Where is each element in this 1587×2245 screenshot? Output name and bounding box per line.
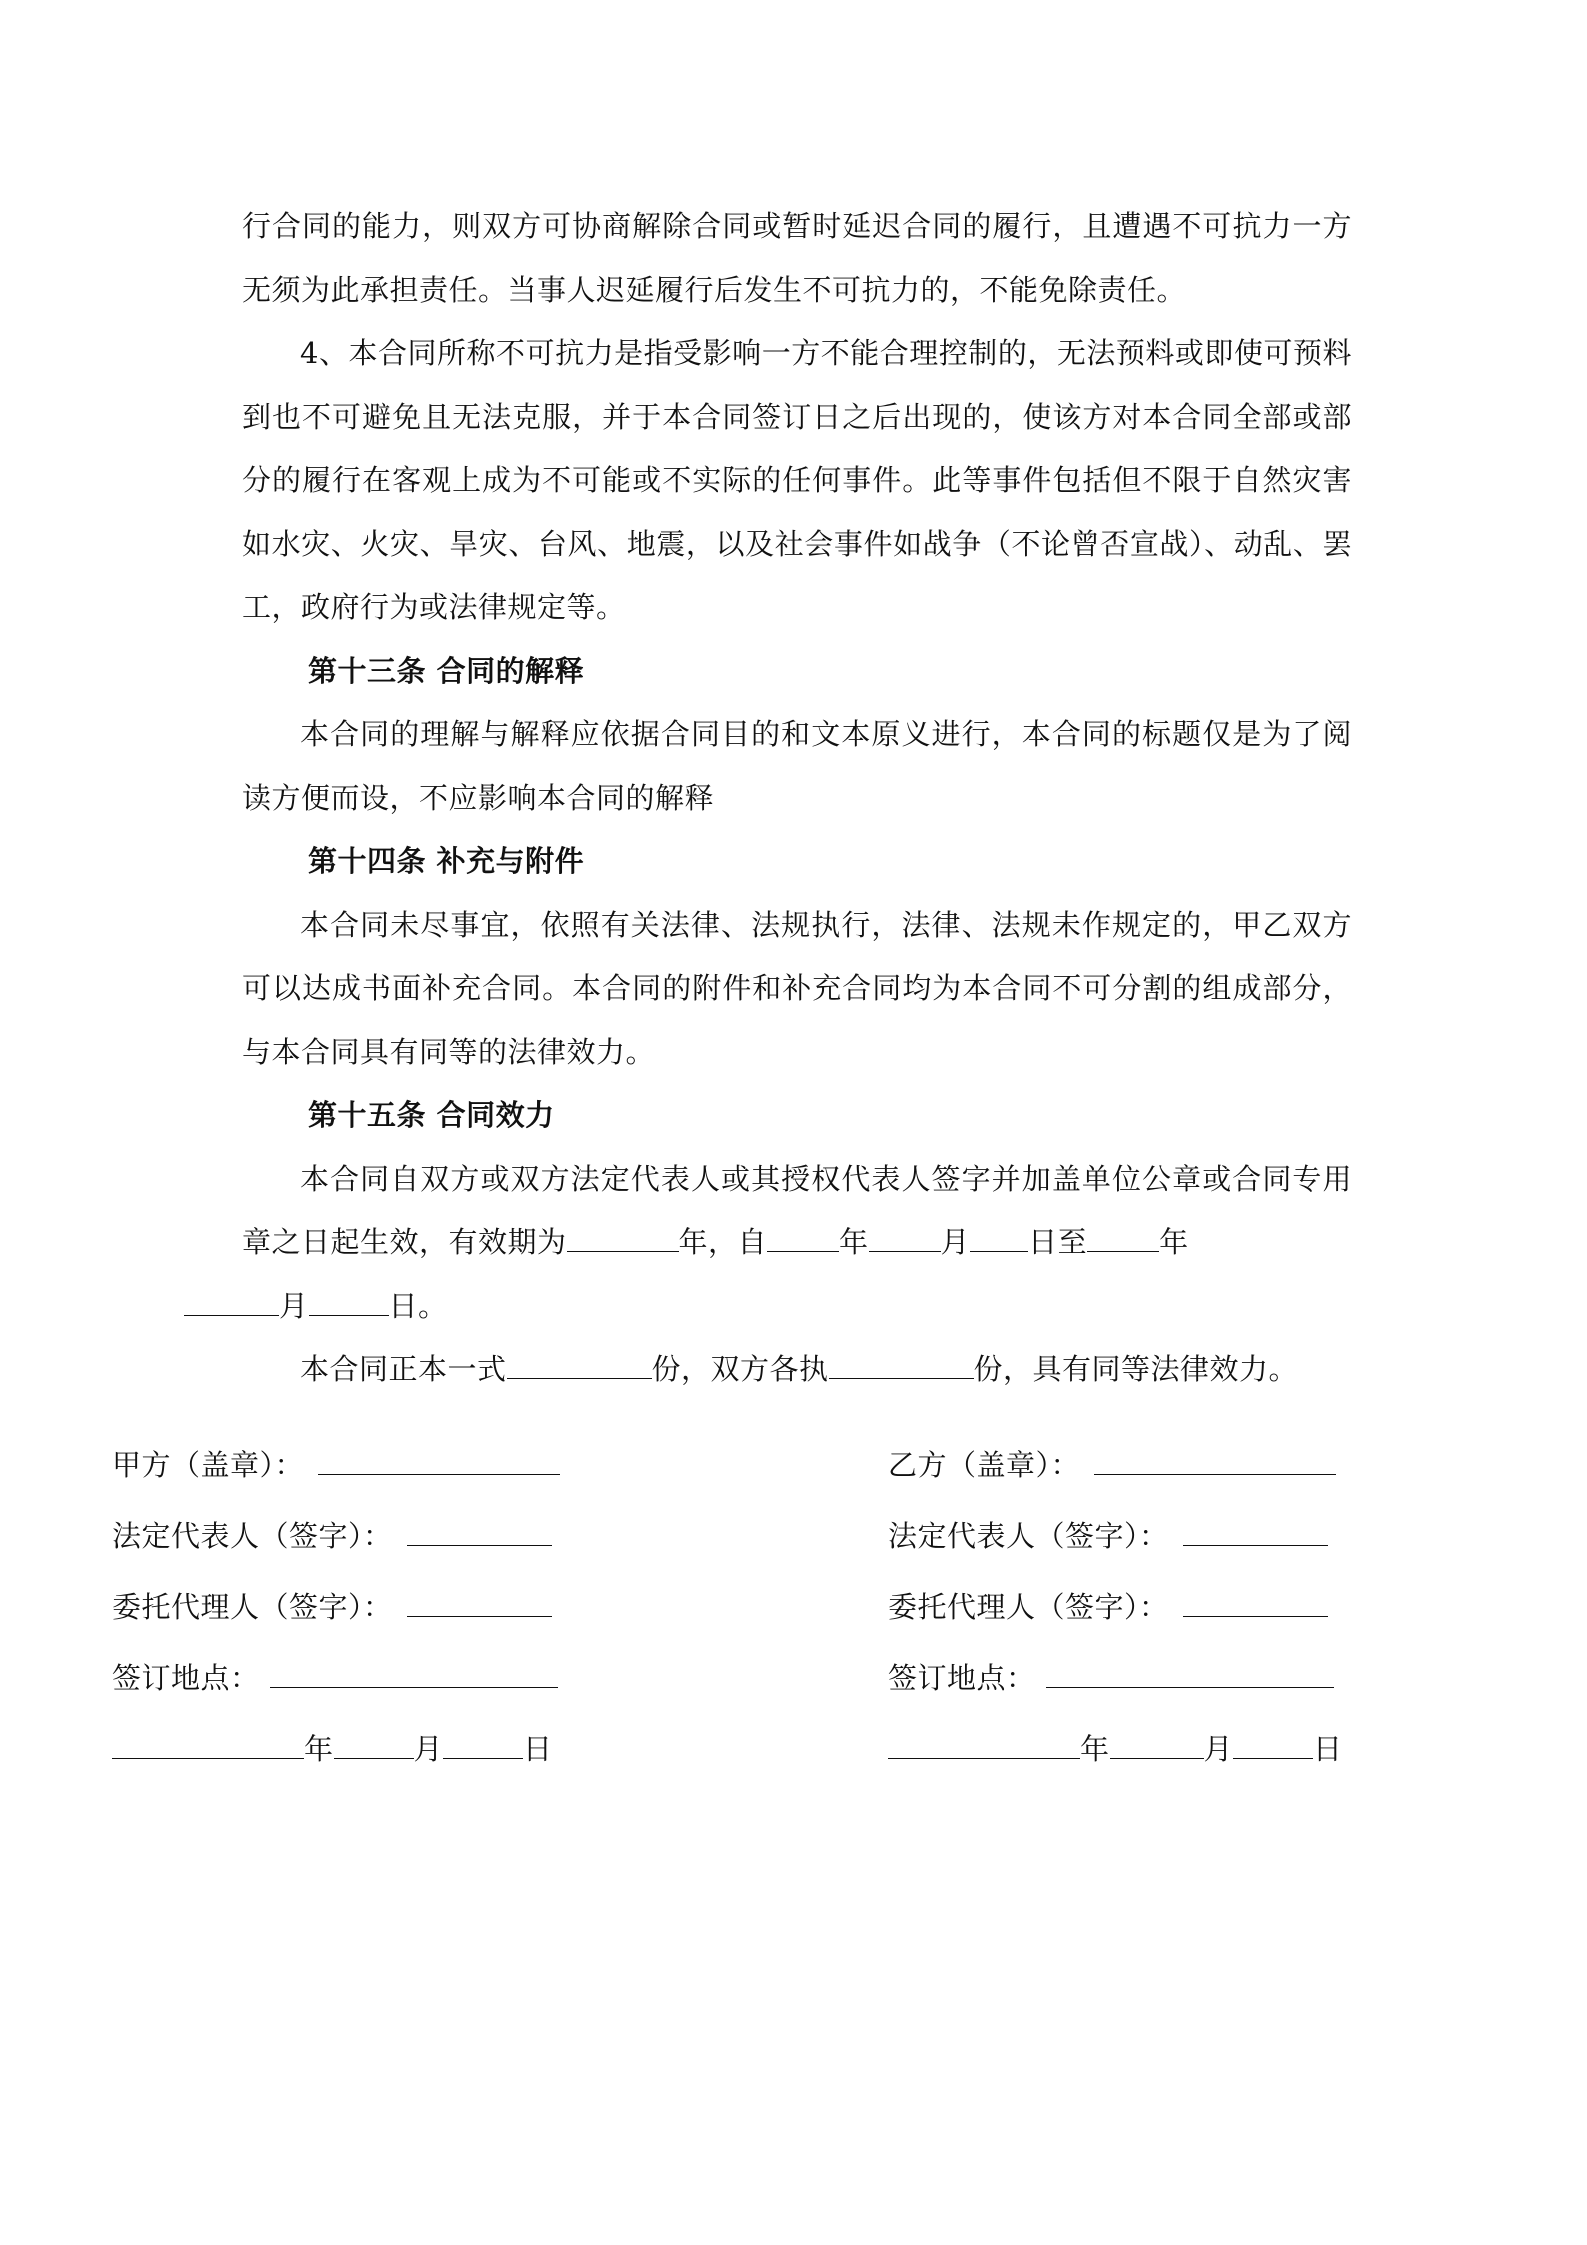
validity-text: 年 — [1159, 1225, 1189, 1259]
end-day-blank — [309, 1289, 389, 1316]
party-b-agent-label: 委托代理人（签字）： — [888, 1590, 1169, 1624]
validity-text: 月 — [940, 1225, 971, 1259]
paragraph-force-majeure-continued: 行合同的能力，则双方可协商解除合同或暂时延迟合同的履行，且遭遇不可抗力一方无须为此承担责任。当事人迟延履行后发生不可抗力的，不能免除责任。 — [242, 209, 1352, 307]
party-b-seal-row — [888, 1430, 1388, 1501]
validity-text: 日。 — [388, 1288, 448, 1323]
party-a-month-blank — [334, 1732, 414, 1759]
party-b-place-blank — [1046, 1661, 1334, 1688]
paragraph-article-13: 本合同的理解与解释应依据合同目的和文本原义进行，本合同的标题仅是为了阅读方便而设，不应影响本合同的解释 — [242, 717, 1352, 815]
party-b-rep-row — [888, 1501, 1388, 1572]
party-a-agent-label: 委托代理人（签字）： — [112, 1590, 393, 1624]
party-a-year-blank — [112, 1732, 304, 1759]
party-a-place-row — [112, 1643, 612, 1714]
party-b-rep-blank — [1183, 1519, 1328, 1546]
paragraph-article-15 — [242, 1148, 1352, 1339]
party-a-seal-row — [112, 1430, 612, 1501]
validity-text: 年 — [839, 1225, 869, 1259]
party-b-year-label: 年 — [1080, 1732, 1110, 1766]
party-b-place-row — [888, 1643, 1388, 1714]
validity-text: 年，自 — [678, 1225, 768, 1259]
party-b-agent-row — [888, 1572, 1388, 1643]
party-a-day-blank — [443, 1732, 523, 1759]
party-b-day-label: 日 — [1313, 1732, 1343, 1766]
party-b-rep-label: 法定代表人（签字）： — [888, 1519, 1169, 1553]
party-a-year-label: 年 — [304, 1732, 334, 1766]
party-b-date-row — [888, 1714, 1388, 1785]
copies-total-blank — [507, 1352, 652, 1379]
party-a-date-row — [112, 1714, 612, 1785]
party-b-seal-blank — [1094, 1448, 1336, 1475]
copies-text: 份，双方各执 — [651, 1352, 829, 1386]
party-b-day-blank — [1233, 1732, 1313, 1759]
party-a-day-label: 日 — [523, 1732, 553, 1766]
party-b-seal-label: 乙方（盖章）： — [888, 1448, 1081, 1482]
validity-text: 日至 — [1028, 1225, 1088, 1259]
party-b-month-blank — [1110, 1732, 1204, 1759]
party-a-agent-blank — [407, 1590, 552, 1617]
validity-years-blank — [567, 1225, 679, 1252]
party-a-place-blank — [270, 1661, 558, 1688]
validity-text: 月 — [279, 1288, 309, 1323]
end-month-blank — [184, 1289, 279, 1316]
end-year-blank — [1087, 1225, 1159, 1252]
party-b-agent-blank — [1183, 1590, 1328, 1617]
party-b-signature-block — [888, 1430, 1388, 1785]
start-day-blank — [970, 1225, 1028, 1252]
party-b-year-blank — [888, 1732, 1080, 1759]
party-a-rep-blank — [407, 1519, 552, 1546]
copies-each-blank — [829, 1352, 974, 1379]
party-a-rep-row — [112, 1501, 612, 1572]
copies-text: 份，具有同等法律效力。 — [973, 1352, 1299, 1386]
paragraph-force-majeure-definition: 4、本合同所称不可抗力是指受影响一方不能合理控制的，无法预料或即使可预料到也不可避免且无法克服，并于本合同签订日之后出现的，使该方对本合同全部或部分的履行在客观上成为不可能或不实际的任何事件。此等事件包括但不限于自然灾害如水灾、火灾、旱灾、台风、地震，以及社会事件如战争（不论曾否宣战）、动乱、罢工，政府行为或法律规定等。 — [242, 336, 1352, 624]
party-a-month-label: 月 — [413, 1732, 444, 1766]
copies-text: 本合同正本一式 — [300, 1352, 507, 1386]
start-month-blank — [869, 1225, 941, 1252]
party-a-rep-label: 法定代表人（签字）： — [112, 1519, 393, 1553]
heading-article-15: 第十五条 合同效力 — [308, 1098, 555, 1132]
party-b-month-label: 月 — [1203, 1732, 1234, 1766]
start-year-blank — [767, 1225, 839, 1252]
party-a-seal-label: 甲方（盖章）： — [112, 1448, 305, 1482]
party-b-place-label: 签订地点： — [888, 1661, 1036, 1695]
party-a-signature-block — [112, 1430, 612, 1785]
contract-body — [242, 195, 1352, 1402]
heading-article-14: 第十四条 补充与附件 — [308, 844, 585, 878]
paragraph-article-14: 本合同未尽事宜，依照有关法律、法规执行，法律、法规未作规定的，甲乙双方可以达成书面补充合同。本合同的附件和补充合同均为本合同不可分割的组成部分，与本合同具有同等的法律效力。 — [242, 907, 1352, 1069]
validity-text: 本合同自双方或双方法定代表人或其授权代表人签字并加盖单位公章或合同专用章之日起生效，有效期为 — [242, 1161, 1352, 1259]
party-a-agent-row — [112, 1572, 612, 1643]
paragraph-copies — [242, 1338, 1352, 1402]
heading-article-13: 第十三条 合同的解释 — [308, 653, 585, 688]
party-a-seal-blank — [318, 1448, 560, 1475]
party-a-place-label: 签订地点： — [112, 1661, 260, 1695]
